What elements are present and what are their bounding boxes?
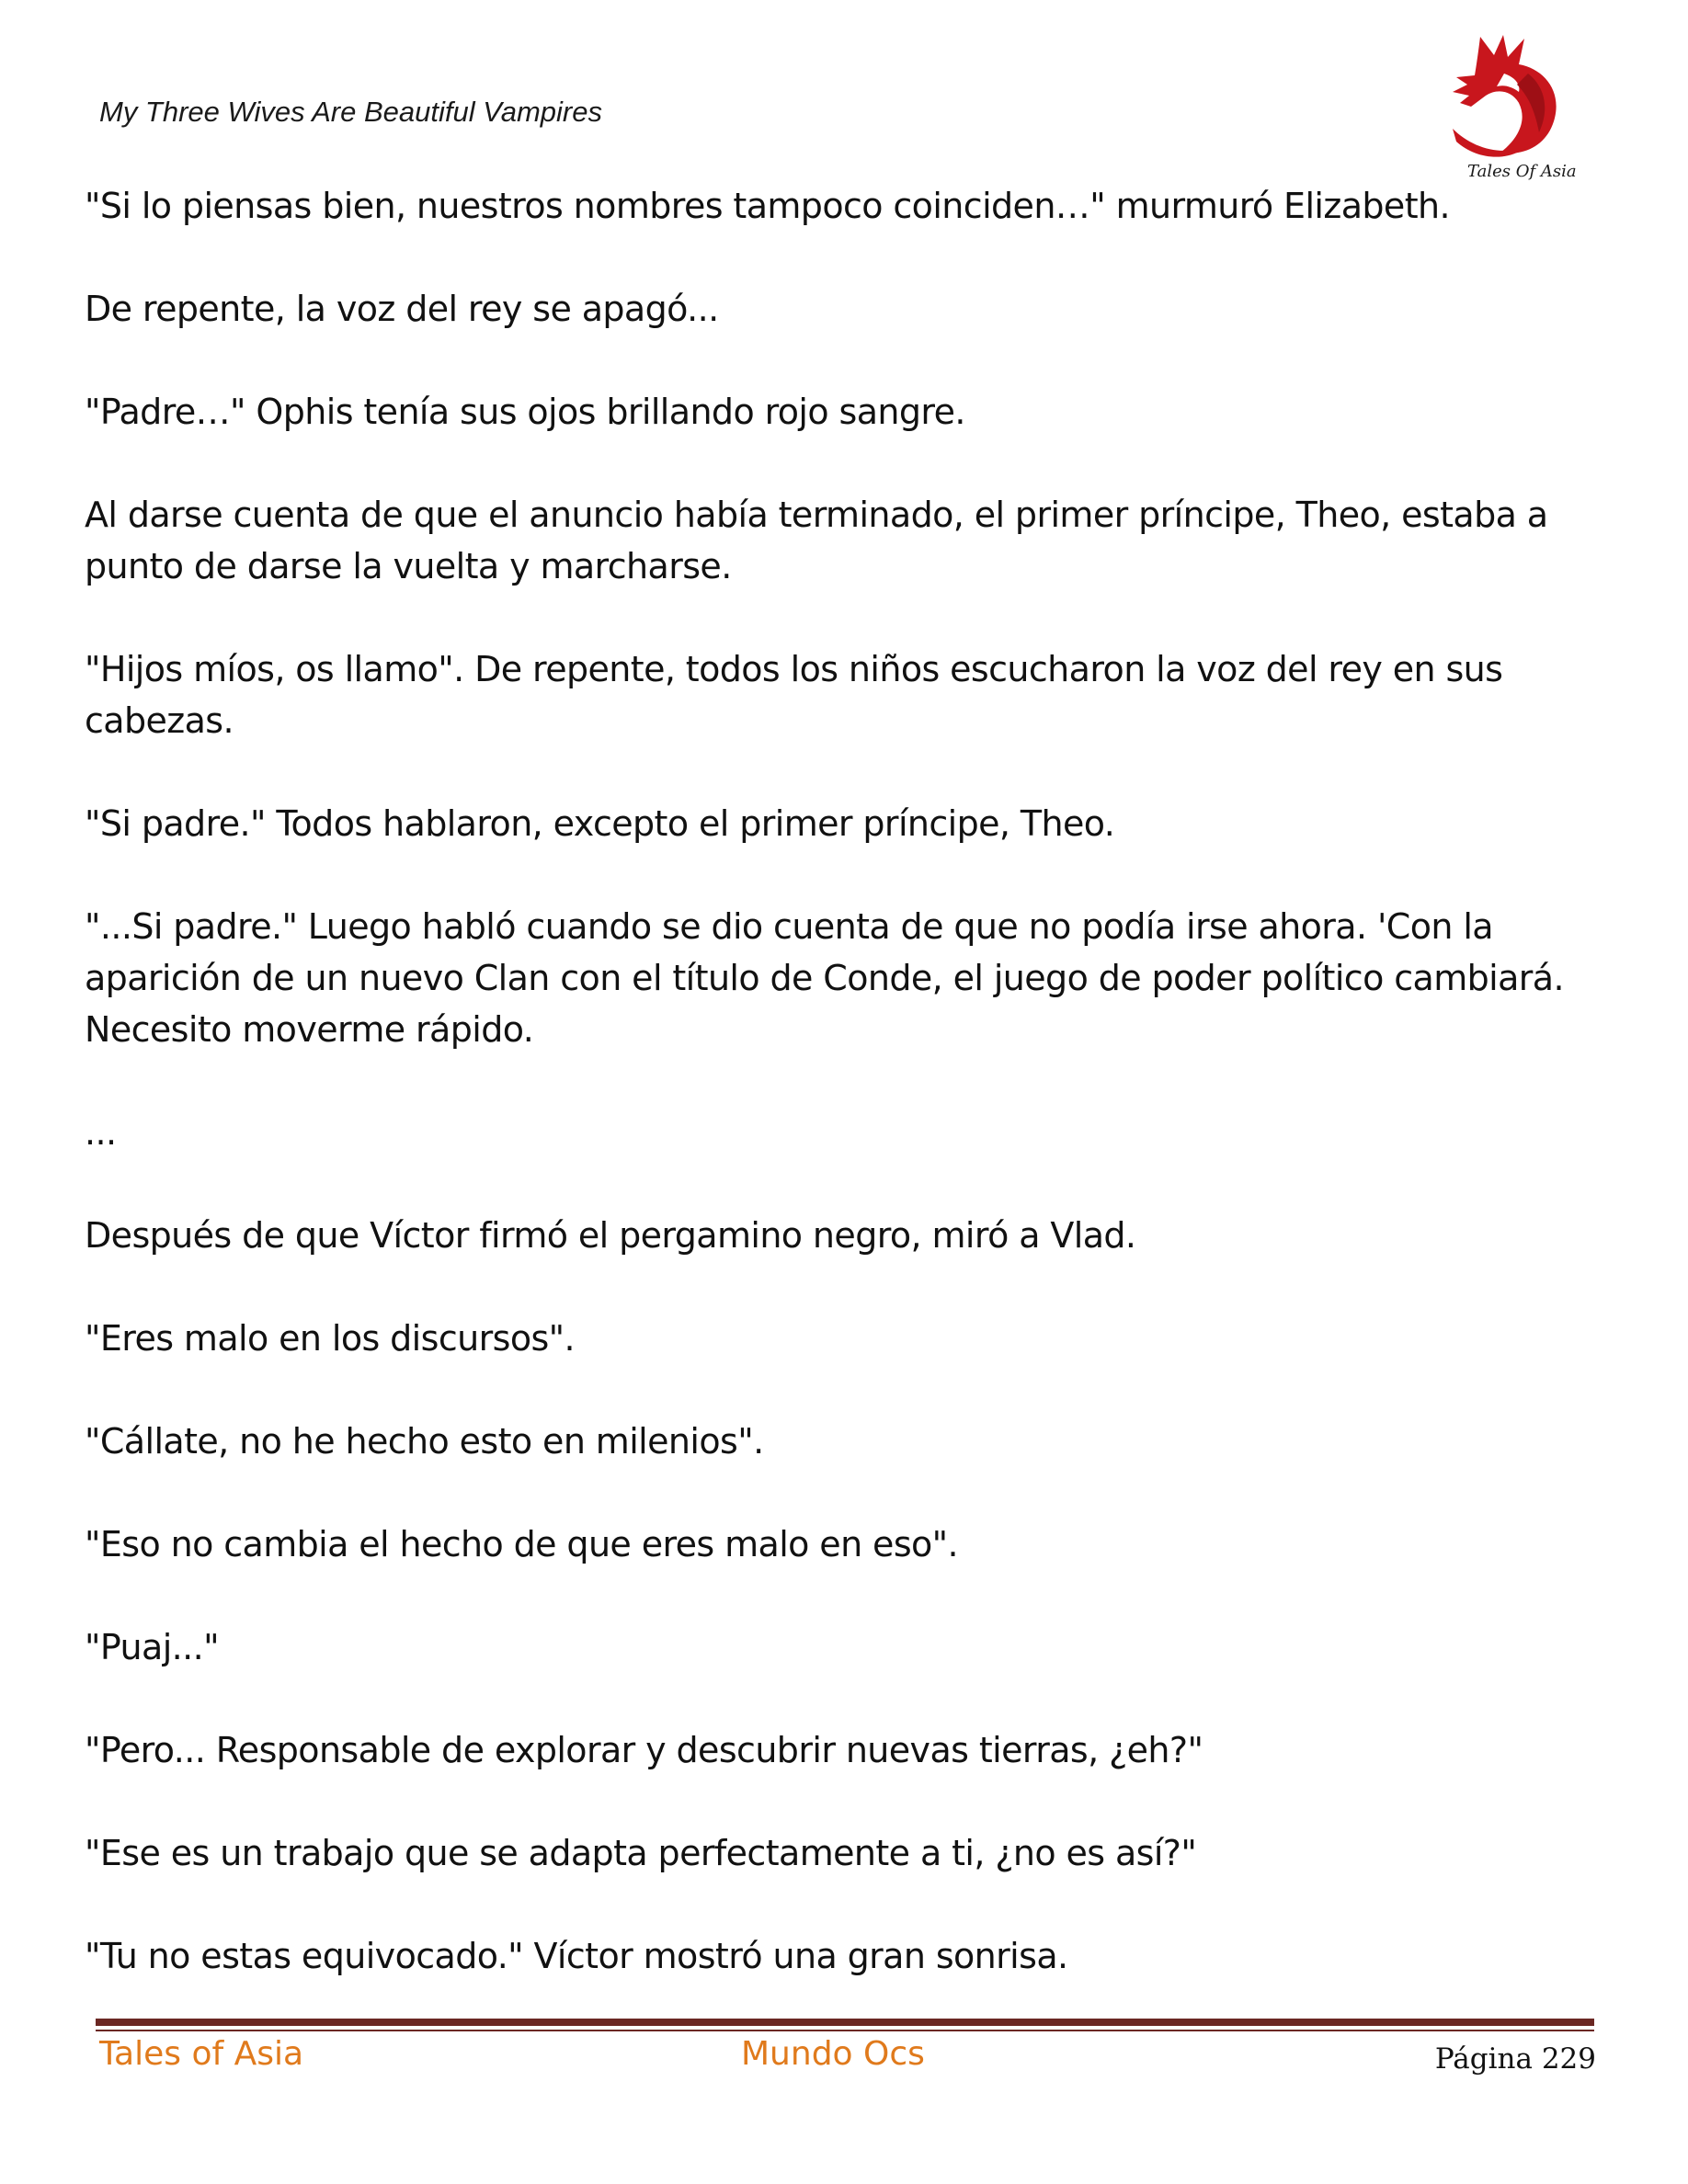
scene-break: ... bbox=[85, 1112, 117, 1153]
paragraph: "Eres malo en los discursos". bbox=[85, 1318, 576, 1359]
document-header-title: My Three Wives Are Beautiful Vampires bbox=[99, 96, 602, 128]
paragraph: "Eso no cambia el hecho de que eres malo en eso". bbox=[85, 1524, 959, 1564]
logo-text: Tales Of Asia bbox=[1467, 162, 1577, 181]
paragraph: "Pero... Responsable de explorar y descubrir nuevas tierras, ¿eh?" bbox=[85, 1730, 1203, 1770]
paragraph: "Puaj..." bbox=[85, 1627, 219, 1667]
footer-divider-thin bbox=[96, 2030, 1594, 2031]
paragraph: "Cállate, no he hecho esto en milenios". bbox=[85, 1421, 764, 1462]
page-number: Página 229 bbox=[1434, 2042, 1596, 2076]
paragraph: "Hijos míos, os llamo". De repente, todos los niños escucharon la voz del rey en sus cabezas. bbox=[85, 649, 1503, 741]
paragraph: De repente, la voz del rey se apagó... bbox=[85, 289, 719, 329]
paragraph: Al darse cuenta de que el anuncio había terminado, el primer príncipe, Theo, estaba a punto de darse la vuelta y marcharse. bbox=[85, 495, 1548, 586]
paragraph: "Si lo piensas bien, nuestros nombres tampoco coinciden…" murmuró Elizabeth. bbox=[85, 186, 1450, 226]
dragon-logo-icon bbox=[1416, 18, 1581, 184]
footer-divider bbox=[96, 2019, 1594, 2026]
footer-group-name: Mundo Ocs bbox=[741, 2035, 925, 2073]
paragraph: "Padre…" Ophis tenía sus ojos brillando rojo sangre. bbox=[85, 392, 965, 432]
paragraph: "Si padre." Todos hablaron, excepto el primer príncipe, Theo. bbox=[85, 803, 1115, 844]
paragraph: "Tu no estas equivocado." Víctor mostró una gran sonrisa. bbox=[85, 1936, 1068, 1976]
paragraph: Después de que Víctor firmó el pergamino negro, miró a Vlad. bbox=[85, 1215, 1136, 1256]
footer-site-name: Tales of Asia bbox=[99, 2035, 304, 2073]
page-body bbox=[85, 180, 1602, 2033]
paragraph: "Ese es un trabajo que se adapta perfectamente a ti, ¿no es así?" bbox=[85, 1833, 1197, 1873]
paragraph: "...Si padre." Luego habló cuando se dio cuenta de que no podía irse ahora. 'Con la aparición de un nuevo Clan con el título de Conde, el juego de poder político cambiará. Necesito moverme rápido. bbox=[85, 906, 1564, 1050]
